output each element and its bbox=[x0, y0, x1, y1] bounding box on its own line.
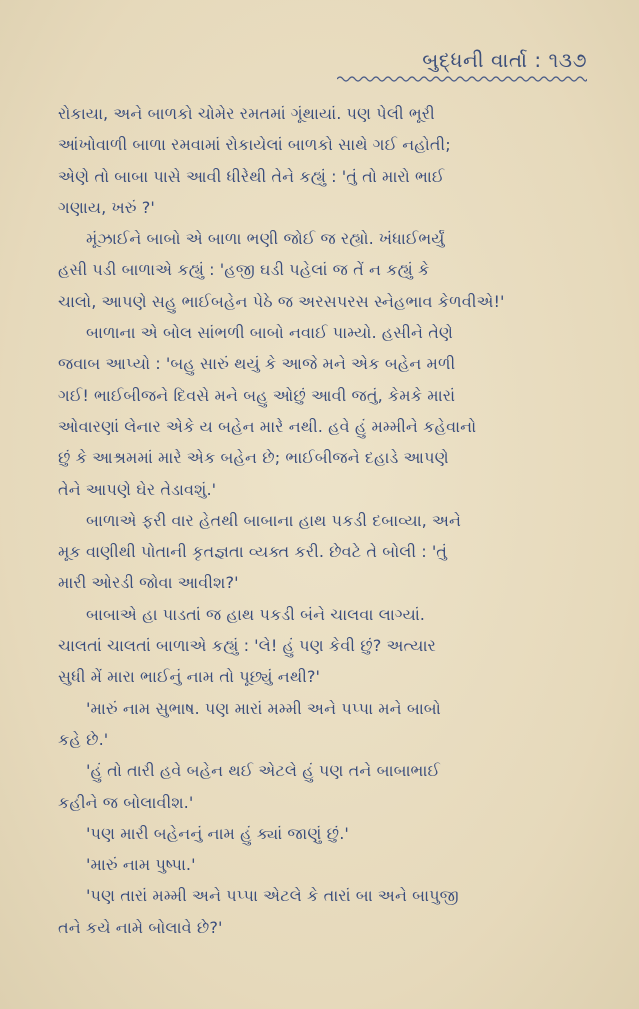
paragraph: બાબાએ હા પાડતાં જ હાથ પકડી બંને ચાલવા લાગ્યાં. ચાલતાં ચાલતાં બાળાએ કહ્યું : 'લે! હું પણ કેવી છું? અત્યાર સુધી મેં મારા ભાઈનું નામ તો પૂછ્યું નથી?' bbox=[58, 604, 436, 687]
paragraph: 'હું તો તારી હવે બહેન થઈ એટલે હું પણ તને બાબાભાઈ કહીને જ બોલાવીશ.' bbox=[58, 761, 440, 812]
story-text bbox=[58, 98, 593, 943]
wavy-underline bbox=[337, 74, 587, 84]
paragraph: રોકાયા, અને બાળકો ચોમેર રમતમાં ગૂંથાયાં. પણ પેલી ભૂરી આંખોવાળી બાળા રમવામાં રોકાયેલાં બાળકો સાથે ગઈ નહોતી; એણે તો બાબા પાસે આવી ધીરેથી તેને કહ્યું : 'તું તો મારો ભાઈ ગણાય, ખરું ?' bbox=[58, 104, 451, 217]
paragraph: 'પણ મારી બહેનનું નામ હું ક્યાં જાણું છું.' bbox=[86, 823, 349, 843]
page-header bbox=[337, 48, 587, 84]
paragraph: 'પણ તારાં મમ્મી અને પપ્પા એટલે કે તારાં બા અને બાપુજી તને કયે નામે બોલાવે છે?' bbox=[58, 886, 459, 937]
paragraph: બાળાએ ફરી વાર હેતથી બાબાના હાથ પકડી દબાવ્યા, અને મૂક વાણીથી પોતાની કૃતજ્ઞતા વ્યક્ત કરી. છેવટે તે બોલી : 'તું મારી ઓરડી જોવા આવીશ?' bbox=[58, 510, 462, 593]
paragraph: બાળાના એ બોલ સાંભળી બાબો નવાઈ પામ્યો. હસીને તેણે જવાબ આપ્યો : 'બહુ સારું થયું કે આજે મને એક બહેન મળી ગઈ! ભાઈબીજને દિવસે મને બહુ ઓછું આવી જતું, કેમકે મારાં ઓવારણાં લેનાર એકે ય બહેન મારે નથી. હવે હું મમ્મીને કહેવાનો છું કે આશ્રમમાં મારે એક બહેન છે; ભાઈબીજને દહાડે આપણે તેને આપણે ઘેર તેડાવશું.' bbox=[58, 323, 477, 499]
paragraph: 'મારું નામ પુષ્પા.' bbox=[86, 855, 196, 875]
paragraph: મૂંઝાઈને બાબો એ બાળા ભણી જોઈ જ રહ્યો. ખંધાઈભર્યું હસી પડી બાળાએ કહ્યું : 'હજી ઘડી પહેલાં જ તેં ન કહ્યું કે ચાલો, આપણે સહુ ભાઈબહેન પેઠે જ અરસપરસ સ્નેહભાવ કેળવીએ!' bbox=[58, 229, 505, 311]
paragraph: 'મારું નામ સુભાષ. પણ મારાં મમ્મી અને પપ્પા મને બાબો કહે છે.' bbox=[58, 698, 441, 749]
running-title: બુદ્ધની વાર્તા : ૧૩૭ bbox=[422, 48, 587, 72]
